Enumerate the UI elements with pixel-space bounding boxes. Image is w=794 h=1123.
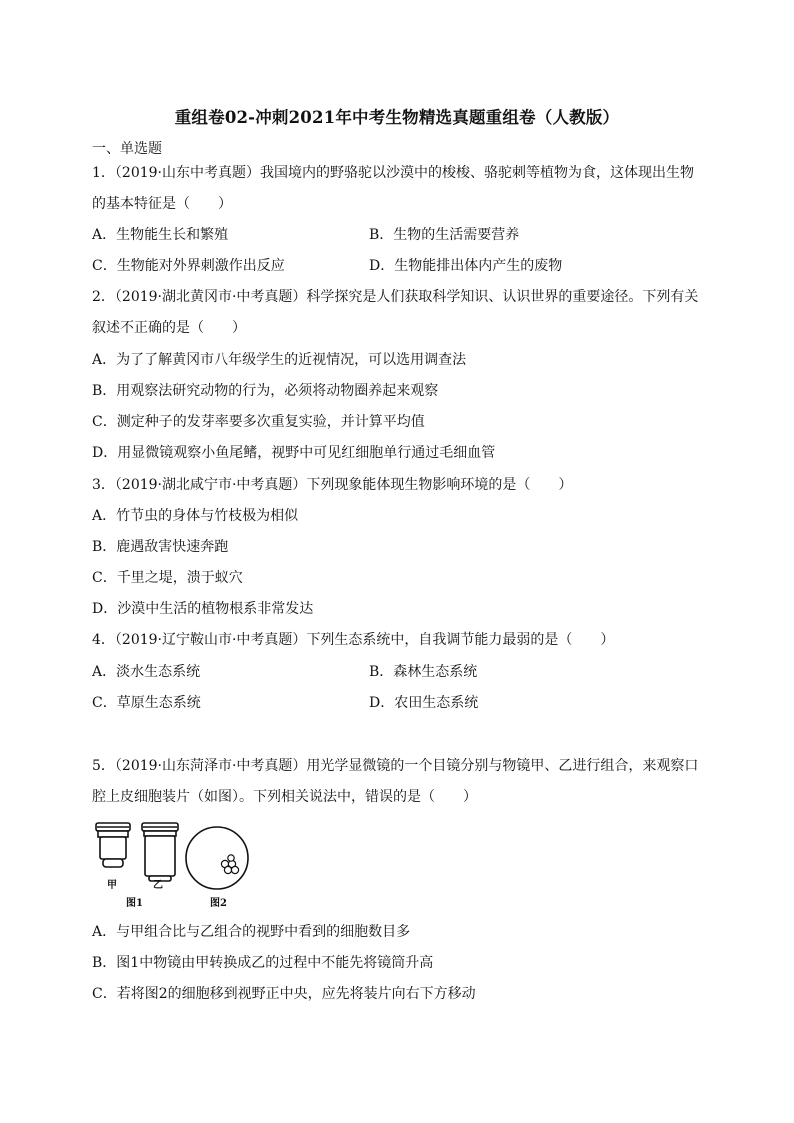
label-yi: 乙 bbox=[153, 880, 163, 891]
question-4-option-b: B．森林生态系统 bbox=[369, 664, 478, 680]
question-1-option-d: D．生物能排出体内产生的废物 bbox=[369, 258, 563, 274]
label-figure-1: 图1 bbox=[126, 898, 143, 909]
microscope-figure-drawing bbox=[88, 820, 258, 912]
question-1-option-b: B．生物的生活需要营养 bbox=[369, 227, 520, 243]
question-5-option-a: A．与甲组合比与乙组合的视野中看到的细胞数目多 bbox=[92, 924, 411, 940]
field-of-view bbox=[186, 827, 248, 889]
question-5-stem-line1: 5．（2019·山东菏泽市·中考真题）用光学显微镜的一个目镜分别与物镜甲、乙进行组合，来观察口 bbox=[92, 758, 699, 774]
question-2-option-c: C．测定种子的发芽率要多次重复实验，并计算平均值 bbox=[92, 414, 425, 430]
label-jia: 甲 bbox=[107, 880, 117, 891]
page-title: 重组卷02-冲刺2021年中考生物精选真题重组卷（人教版） bbox=[174, 108, 620, 127]
section-heading: 一、单选题 bbox=[92, 141, 162, 157]
question-4-stem: 4．（2019·辽宁鞍山市·中考真题）下列生态系统中，自我调节能力最弱的是（ ） bbox=[92, 632, 615, 648]
question-4-option-d: D．农田生态系统 bbox=[369, 695, 479, 711]
question-3-stem: 3．（2019·湖北咸宁市·中考真题）下列现象能体现生物影响环境的是（ ） bbox=[92, 477, 573, 493]
question-2-option-a: A．为了了解黄冈市八年级学生的近视情况，可以选用调查法 bbox=[92, 352, 467, 368]
question-3-option-a: A．竹节虫的身体与竹枝极为相似 bbox=[92, 508, 299, 524]
question-5-option-b: B．图1中物镜由甲转换成乙的过程中不能先将镜筒升高 bbox=[92, 955, 434, 971]
question-2-option-b: B．用观察法研究动物的行为，必须将动物圈养起来观察 bbox=[92, 383, 439, 399]
question-4-option-c: C．草原生态系统 bbox=[92, 695, 201, 711]
question-2-option-d: D．用显微镜观察小鱼尾鳍，视野中可见红细胞单行通过毛细血管 bbox=[92, 445, 496, 461]
question-4-option-a: A．淡水生态系统 bbox=[92, 664, 201, 680]
question-5-option-c: C．若将图2的细胞移到视野正中央，应先将装片向右下方移动 bbox=[92, 986, 476, 1002]
question-1-stem-line2: 的基本特征是（ ） bbox=[92, 196, 232, 212]
question-1-stem-line1: 1．（2019·山东中考真题）我国境内的野骆驼以沙漠中的梭梭、骆驼刺等植物为食，这体现出生物 bbox=[92, 165, 694, 181]
microscope-figure bbox=[88, 820, 258, 912]
question-1-option-a: A．生物能生长和繁殖 bbox=[92, 227, 229, 243]
question-1-option-c: C．生物能对外界刺激作出反应 bbox=[92, 258, 285, 274]
question-5-stem-line2: 腔上皮细胞装片（如图）。下列相关说法中，错误的是（ ） bbox=[92, 789, 477, 805]
objective-lens-jia bbox=[96, 823, 130, 867]
question-3-option-d: D．沙漠中生活的植物根系非常发达 bbox=[92, 601, 314, 617]
question-2-stem-line1: 2．（2019·湖北黄冈市·中考真题）科学探究是人们获取科学知识、认识世界的重要途径。下列有关 bbox=[92, 289, 699, 305]
question-3-option-c: C．千里之堤，溃于蚁穴 bbox=[92, 570, 243, 586]
question-3-option-b: B．鹿遇敌害快速奔跑 bbox=[92, 539, 229, 555]
label-figure-2: 图2 bbox=[210, 898, 227, 909]
question-2-stem-line2: 叙述不正确的是（ ） bbox=[92, 320, 246, 336]
objective-lens-yi bbox=[142, 823, 178, 881]
